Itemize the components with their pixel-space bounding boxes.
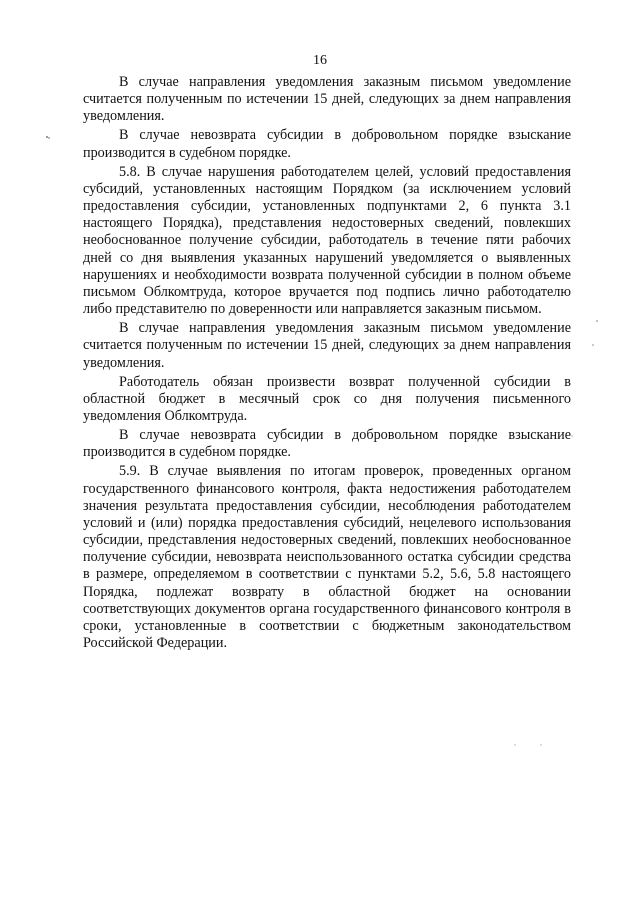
- paragraph-clause-5-8: 5.8. В случае нарушения работодателем целей, условий предоставления субсидий, установленных настоящим Порядком (за исключением условий предоставления субсидии, установленных подпунктами 2, 6 пункта 3.1 настоящего Порядка), представления недостоверных сведений, повлекших необоснованное получение субсидии, работодатель в течение пяти рабочих дней со дня выявления указанных нарушений уведомляется о выявленных нарушениях и необходимости возврата полученной субсидии в полном объеме письмом Облкомтруда, которое вручается под подпись лично работодателю либо представителю по доверенности или направляется заказным письмом.: [83, 163, 571, 318]
- page-number: 16: [313, 53, 327, 68]
- scan-speck: [46, 136, 48, 138]
- scan-speck: [596, 320, 598, 322]
- scan-speck: [514, 744, 515, 745]
- scan-speck: [571, 435, 572, 436]
- paragraph-court-recovery-repeat: В случае невозврата субсидии в добровольном порядке взыскание производится в судебном порядке.: [83, 427, 571, 461]
- paragraph-notice-delivery-repeat: В случае направления уведомления заказным письмом уведомление считается полученным по истечении 15 дней, следующих за днем направления уведомления.: [83, 320, 571, 371]
- paragraph-court-recovery: В случае невозврата субсидии в добровольном порядке взыскание производится в судебном порядке.: [83, 127, 571, 161]
- scan-speck: [592, 344, 593, 345]
- scan-speck: [48, 137, 49, 138]
- document-body: [83, 74, 571, 652]
- paragraph-refund-obligation: Работодатель обязан произвести возврат полученной субсидии в областной бюджет в месячный срок со дня получения письменного уведомления Облкомтруда.: [83, 373, 571, 424]
- paragraph-clause-5-9: 5.9. В случае выявления по итогам проверок, проведенных органом государственного финансового контроля, факта недостижения работодателем значения результата предоставления субсидии, несоблюдения работодателем условий и (или) порядка предоставления субсидий, нецелевого использования субсидии, представления недостоверных сведений, повлекших необоснованное получение субсидии, невозврата неиспользованного остатка субсидии средства в размере, определяемом в соответствии с пунктами 5.2, 5.6, 5.8 настоящего Порядка, подлежат возврату в областной бюджет на основании соответствующих документов органа государственного финансового контроля в сроки, установленные в соответствии с бюджетным законодательством Российской Федерации.: [83, 463, 571, 651]
- scan-speck: [540, 744, 541, 745]
- paragraph-notice-delivery: В случае направления уведомления заказным письмом уведомление считается полученным по истечении 15 дней, следующих за днем направления уведомления.: [83, 74, 571, 125]
